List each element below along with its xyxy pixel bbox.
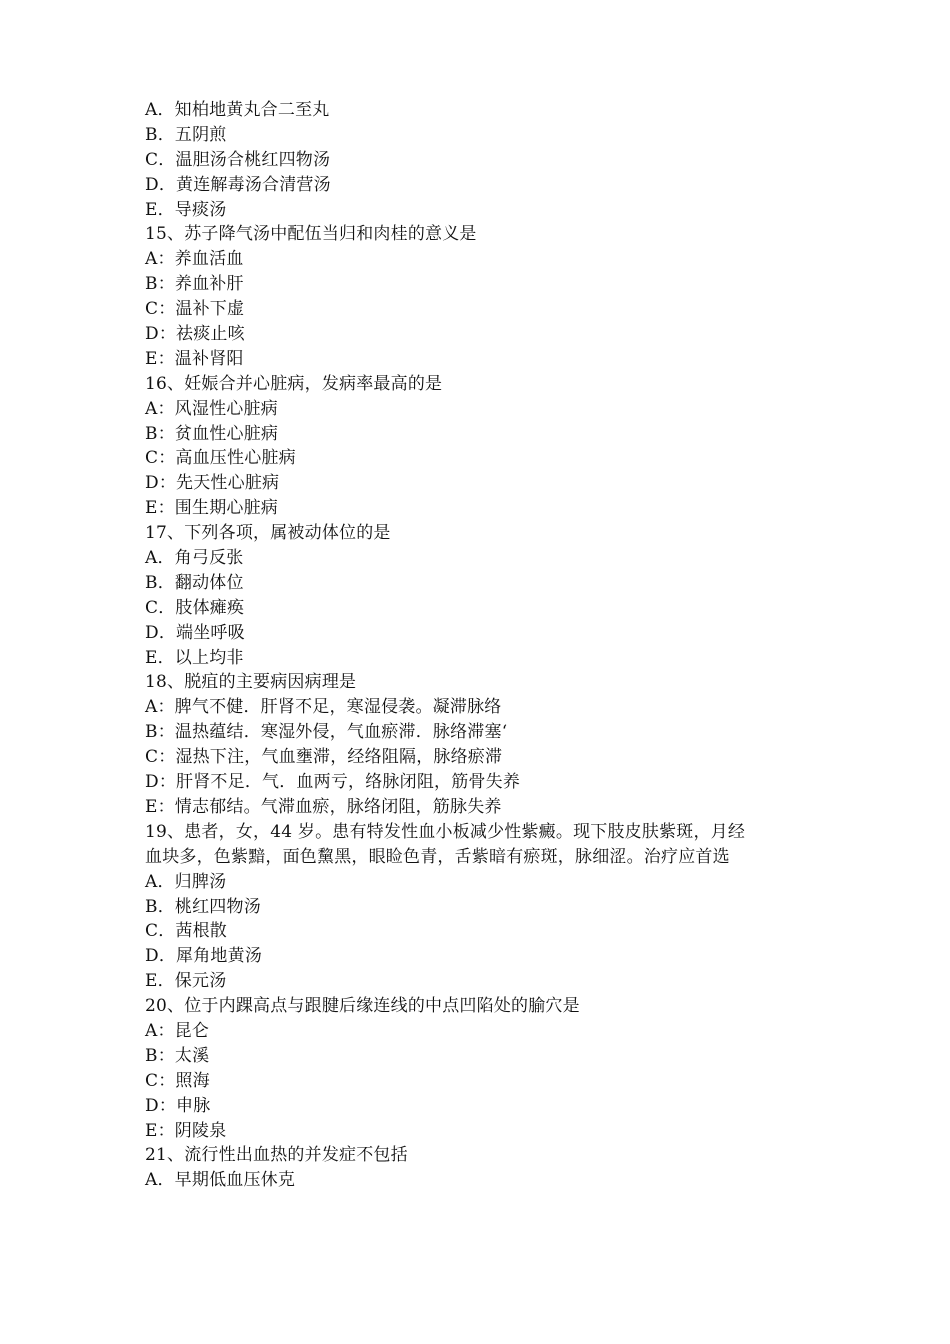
option-line: B．翻动体位 — [145, 572, 244, 593]
document-text-body — [145, 98, 815, 1193]
option-line: B：养血补肝 — [145, 274, 244, 295]
option-line: E：情志郁结。气滞血瘀，脉络闭阻，筋脉失养 — [145, 796, 502, 817]
option-line: A：脾气不健．肝肾不足，寒湿侵袭。凝滞脉络 — [145, 697, 502, 718]
option-line: E．导痰汤 — [145, 199, 227, 220]
question-line: 16、妊娠合并心脏病，发病率最高的是 — [145, 373, 443, 394]
option-line: B：贫血性心脏病 — [145, 423, 279, 444]
option-line: E．保元汤 — [145, 971, 227, 992]
question-line: 18、脱疽的主要病因病理是 — [145, 672, 357, 693]
option-line: D．犀角地黄汤 — [145, 946, 263, 967]
question-line: 15、苏子降气汤中配伍当归和肉桂的意义是 — [145, 224, 477, 245]
option-line: A．早期低血压休克 — [145, 1170, 296, 1191]
option-line: B：太溪 — [145, 1045, 210, 1066]
option-line: A：昆仑 — [145, 1020, 210, 1041]
option-line: A：养血活血 — [145, 249, 244, 270]
option-line: C．温胆汤合桃红四物汤 — [145, 149, 331, 170]
question-line-continued: 血块多，色紫黯，面色黧黑，眼睑色青，舌紫暗有瘀斑，脉细涩。治疗应首选 — [145, 846, 730, 867]
option-line: E：围生期心脏病 — [145, 498, 279, 519]
option-line: C：湿热下注，气血壅滞，经络阻隔，脉络瘀滞 — [145, 747, 503, 768]
option-line: A：风湿性心脏病 — [145, 398, 278, 419]
question-line: 19、患者，女，44 岁。患有特发性血小板减少性紫癜。现下肢皮肤紫斑，月经 — [145, 821, 746, 842]
option-line: B：温热蕴结．寒湿外侵，气血瘀滞．脉络滞塞‘ — [145, 722, 508, 743]
question-line: 17、下列各项，属被动体位的是 — [145, 523, 391, 544]
option-line: D：先天性心脏病 — [145, 473, 280, 494]
option-line: D：申脉 — [145, 1095, 211, 1116]
option-line: B．桃红四物汤 — [145, 896, 261, 917]
question-line: 21、流行性出血热的并发症不包括 — [145, 1145, 408, 1166]
option-line: D．黄连解毒汤合清营汤 — [145, 174, 331, 195]
option-line: E：阴陵泉 — [145, 1120, 227, 1141]
option-line: D．端坐呼吸 — [145, 622, 245, 643]
option-line: C．肢体瘫痪 — [145, 597, 245, 618]
option-line: A．角弓反张 — [145, 548, 244, 569]
option-line: C：温补下虚 — [145, 299, 245, 320]
option-line: E：温补肾阳 — [145, 348, 244, 369]
option-line: D：祛痰止咳 — [145, 324, 245, 345]
option-line: B．五阴煎 — [145, 124, 227, 145]
question-line: 20、位于内踝高点与跟腱后缘连线的中点凹陷处的腧穴是 — [145, 996, 580, 1017]
option-line: C：照海 — [145, 1070, 210, 1091]
option-line: D：肝肾不足．气．血两亏，络脉闭阻，筋骨失养 — [145, 772, 521, 793]
option-line: C：高血压性心脏病 — [145, 448, 296, 469]
option-line: E．以上均非 — [145, 647, 244, 668]
option-line: A．知柏地黄丸合二至丸 — [145, 100, 330, 120]
option-line: A．归脾汤 — [145, 871, 227, 892]
option-line: C．茜根散 — [145, 921, 228, 942]
